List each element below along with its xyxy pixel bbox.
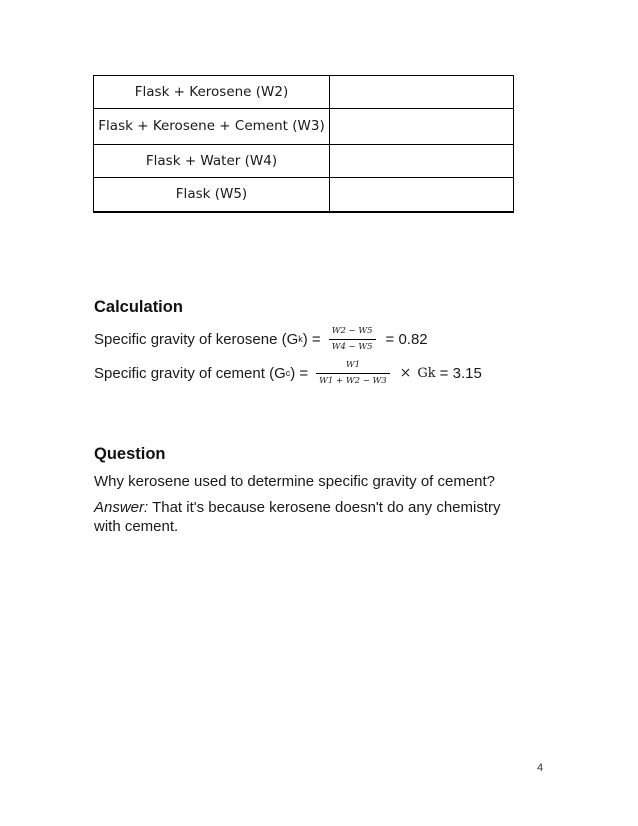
formula-suffix: ) = <box>290 364 309 382</box>
cement-gravity-formula <box>94 356 482 390</box>
calculation-heading: Calculation <box>94 298 183 316</box>
formula-prefix: Specific gravity of cement (G <box>94 364 286 382</box>
fraction-numerator: W1 <box>345 359 360 370</box>
weights-table <box>93 75 514 213</box>
fraction-numerator: W2 − W5 <box>331 325 373 336</box>
multiply-sign: × <box>399 365 412 381</box>
kerosene-gravity-formula <box>94 322 428 356</box>
question-text: Why kerosene used to determine specific gravity of cement? <box>94 473 496 490</box>
table-row <box>94 178 514 213</box>
table-cell-label: Flask + Kerosene + Cement (W3) <box>94 109 330 145</box>
formula-fraction <box>329 326 376 353</box>
formula-result: = 3.15 <box>439 364 482 382</box>
gk-symbol: Gk <box>417 365 436 381</box>
question-heading: Question <box>94 445 166 463</box>
table-cell-label: Flask (W5) <box>94 178 330 213</box>
table-row <box>94 145 514 178</box>
table-cell-label: Flask + Water (W4) <box>94 145 330 178</box>
table-row <box>94 109 514 145</box>
formula-suffix: ) = <box>302 330 321 348</box>
table-row <box>94 76 514 109</box>
formula-result: = 0.82 <box>385 330 428 348</box>
answer-text <box>94 498 514 536</box>
answer-label: Answer: <box>94 499 149 516</box>
fraction-denominator: W4 − W5 <box>329 339 376 353</box>
answer-body: That it's because kerosene doesn't do any chemistry with cement. <box>94 499 501 535</box>
table-cell-value <box>330 145 514 178</box>
formula-subscript: k <box>298 334 303 344</box>
formula-subscript: c <box>285 368 291 378</box>
formula-prefix: Specific gravity of kerosene (G <box>94 330 299 348</box>
table-cell-label: Flask + Kerosene (W2) <box>94 76 330 109</box>
fraction-denominator: W1 + W2 − W3 <box>316 373 390 387</box>
table-cell-value <box>330 76 514 109</box>
table-cell-value <box>330 109 514 145</box>
formula-fraction <box>316 360 390 387</box>
page-number: 4 <box>537 762 544 774</box>
table-cell-value <box>330 178 514 213</box>
